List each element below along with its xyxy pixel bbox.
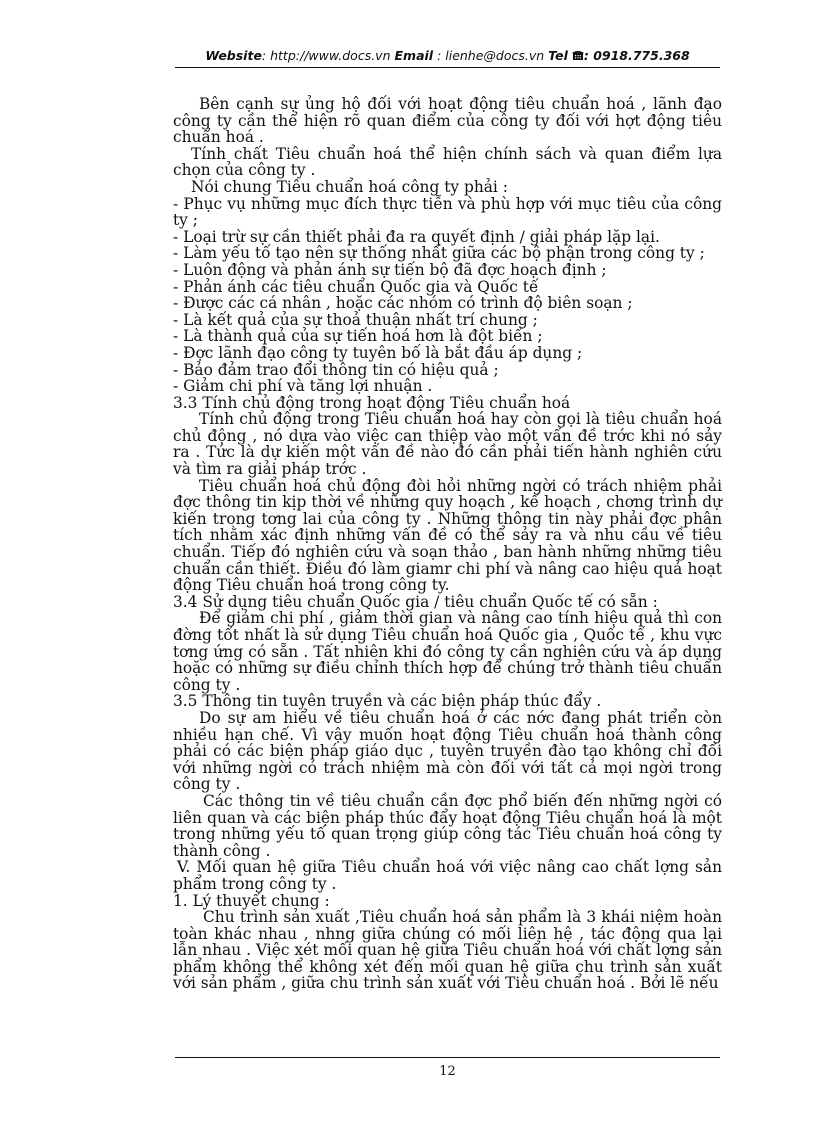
email-label: Email xyxy=(394,48,434,63)
page-header xyxy=(175,47,720,68)
phone-icon xyxy=(572,50,584,61)
list-item: - Loại trừ sự cần thiết phải đa ra quyết định / giải pháp lặp lại. xyxy=(173,227,660,246)
section-heading: 3.4 Sử dụng tiêu chuẩn Quốc gia / tiêu chuẩn Quốc tế có sẵn : xyxy=(173,592,658,611)
paragraph: Tính chất Tiêu chuẩn hoá thể hiện chính sách và quan điểm lựa chọn của công ty . xyxy=(173,144,722,180)
list-item: - Phản ánh các tiêu chuẩn Quốc gia và Quốc tế xyxy=(173,277,539,296)
list-item: - Giảm chi phí và tăng lợi nhuận . xyxy=(173,377,433,396)
tel-value: : 0918.775.368 xyxy=(583,48,690,63)
paragraph: Tính chủ động trong Tiêu chuẩn hoá hay còn gọi là tiêu chuẩn hoá chủ động , nó dựa vào việc can thiệp vào một vấn đề trớc khi nó sảy ra . Tức là dự kiến một vấn đề nào đó cần phải tiến hành nghiên cứu và tìm ra giải pháp trớc . xyxy=(173,410,722,479)
paragraph: Tiêu chuẩn hoá chủ động đòi hỏi những ngời có trách nhiệm phải đợc thông tin kịp thời về những quy hoạch , kế hoạch , chơng trình dự kiến trong tơng lai của công ty . Những thông tin này phải đợc phân tích nhằm xác định những vấn đề có thể sảy ra và nhu cầu về tiêu chuẩn. Tiếp đó nghiên cứu và soạn thảo , ban hành những những tiêu chuẩn cần thiết. Điều đó làm giamr chi phí và nâng cao hiệu quả hoạt động Tiêu chuẩn hoá trong công ty. xyxy=(173,476,722,595)
page-number: 12 xyxy=(439,1064,456,1079)
paragraph: Chu trình sản xuất ,Tiêu chuẩn hoá sản phẩm là 3 khái niệm hoàn toàn khác nhau , nhng giữa chúng có mối liên hệ , tác động qua lại lẫn nhau . Việc xét mối quan hệ giữa Tiêu chuẩn hoá với chất lợng sản phẩm không thể không xét đến mối quan hệ giữa chu trình sản xuất với sản phẩm , giữa chu trình sản xuất với Tiêu chuẩn hoá . Bởi lẽ nếu xyxy=(173,908,722,993)
section-heading: 3.5 Thông tin tuyên truyền và các biện pháp thúc đẩy . xyxy=(173,692,602,711)
section-heading: 3.3 Tính chủ động trong hoạt động Tiêu chuẩn hoá xyxy=(173,393,571,412)
website-label: Website xyxy=(205,48,262,63)
website-value: : http://www.docs.vn xyxy=(261,48,391,63)
paragraph: Để giảm chi phí , giảm thời gian và nâng cao tính hiệu quả thì con đờng tốt nhất là sử dụng Tiêu chuẩn hoá Quốc gia , Quốc tế , khu vực tơng ứng có sẵn . Tất nhiên khi đó công ty cần nghiên cứu và áp dụng hoặc có những sự điều chỉnh thích hợp để chúng trở thành tiêu chuẩn công ty . xyxy=(173,609,722,694)
tel-label: Tel xyxy=(548,48,568,63)
list-item: - Phục vụ những mục đích thực tiễn và phù hợp với mục tiêu của công ty ; xyxy=(173,194,722,230)
section-heading: V. Mối quan hệ giữa Tiêu chuẩn hoá với việc nâng cao chất lợng sản phẩm trong công ty . xyxy=(173,858,722,893)
list-item: - Làm yếu tố tạo nên sự thống nhất giữa các bộ phận trong công ty ; xyxy=(173,244,705,263)
list-item: - Là kết quả của sự thoả thuận nhất trí chung ; xyxy=(173,310,538,329)
footer-divider xyxy=(175,1057,720,1058)
list-item: - Là thành quả của sự tiến hoá hơn là đột biến ; xyxy=(173,327,543,346)
list-item: - Đợc lãnh đạo công ty tuyên bố là bắt đầu áp dụng ; xyxy=(173,343,583,362)
list-item: - Luôn động và phản ánh sự tiến bộ đã đợc hoạch định ; xyxy=(173,260,607,279)
list-item: - Được các cá nhân , hoặc các nhóm có trình độ biên soạn ; xyxy=(173,294,633,313)
list-item: - Bảo đảm trao đổi thông tin có hiệu quả ; xyxy=(173,360,499,379)
email-value: : lienhe@docs.vn xyxy=(437,48,545,63)
paragraph: Nói chung Tiêu chuẩn hoá công ty phải : xyxy=(191,177,508,196)
document-body xyxy=(173,96,722,992)
section-heading: 1. Lý thuyết chung : xyxy=(173,891,330,910)
paragraph: Các thông tin về tiêu chuẩn cần đợc phổ biến đến những ngời có liên quan và các biện pháp thúc đẩy hoạt động Tiêu chuẩn hoá là một trong những yếu tố quan trọng giúp công tác Tiêu chuẩn hoá công ty thành công . xyxy=(173,791,722,860)
paragraph: Bên cạnh sự ủng hộ đối với hoạt động tiêu chuẩn hoá , lãnh đạo công ty cần thể hiện rõ quan điểm của công ty đối với hợt động tiêu chuẩn hoá . xyxy=(173,95,722,147)
paragraph: Do sự am hiểu về tiêu chuẩn hoá ở các nớc đang phát triển còn nhiều hạn chế. Vì vậy muốn hoạt động Tiêu chuẩn hoá thành công phải có các biện pháp giáo dục , tuyên truyền đào tạo không chỉ đối với những ngời có trách nhiệm mà còn đối với tất cả mọi ngời trong công ty . xyxy=(173,708,722,794)
